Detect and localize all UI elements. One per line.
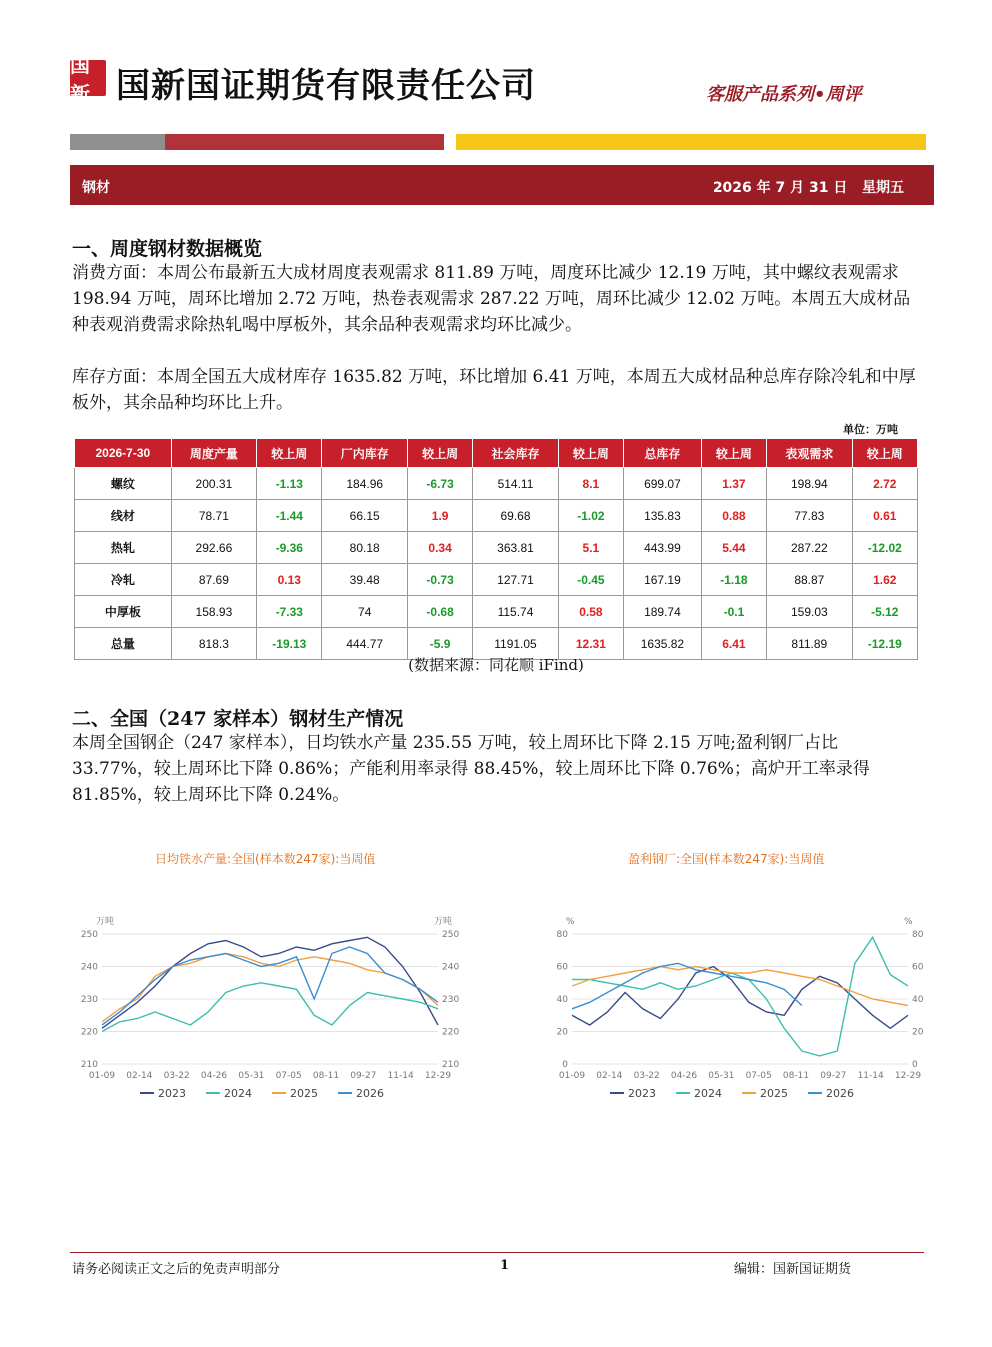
- y-axis-unit-right: %: [904, 917, 913, 927]
- table-cell: 189.74: [624, 596, 702, 628]
- table-cell: 78.71: [171, 500, 256, 532]
- table-cell: 80.18: [322, 532, 407, 564]
- x-tick-label: 09-27: [350, 1071, 377, 1081]
- table-header-cell: 较上周: [257, 439, 322, 468]
- table-cell: -6.73: [407, 468, 472, 500]
- table-row: [75, 532, 918, 564]
- legend-label: 2024: [224, 1087, 252, 1100]
- table-cell: 74: [322, 596, 407, 628]
- table-cell: 127.71: [473, 564, 558, 596]
- steel-weekly-table: [74, 438, 918, 660]
- inventory-paragraph: 库存方面：本周全国五大成材库存 1635.82 万吨，环比增加 6.41 万吨，本周五大成材品种总库存除冷轧和中厚板外，其余品种均环比上升。: [72, 367, 916, 413]
- y-tick-label-right: 210: [442, 1060, 460, 1070]
- table-cell: -1.13: [257, 468, 322, 500]
- table-cell: 6.41: [701, 628, 766, 660]
- table-header-cell: 社会库存: [473, 439, 558, 468]
- row-label: 线材: [75, 500, 172, 532]
- table-cell: 0.13: [257, 564, 322, 596]
- row-label: 冷轧: [75, 564, 172, 596]
- table-cell: -5.9: [407, 628, 472, 660]
- table-cell: -0.45: [558, 564, 623, 596]
- table-row: [75, 564, 918, 596]
- disclaimer-note: 请务必阅读正文之后的免责声明部分: [72, 1262, 281, 1277]
- table-row: [75, 500, 918, 532]
- table-cell: -9.36: [257, 532, 322, 564]
- table-header-cell: 周度产量: [171, 439, 256, 468]
- table-cell: -12.02: [852, 532, 917, 564]
- x-tick-label: 05-31: [708, 1071, 735, 1081]
- table-cell: -1.44: [257, 500, 322, 532]
- table-cell: 39.48: [322, 564, 407, 596]
- x-tick-label: 08-11: [782, 1071, 810, 1081]
- section2-title: 二、全国（247 家样本）钢材生产情况: [72, 708, 404, 730]
- section1-title: 一、周度钢材数据概览: [72, 238, 263, 260]
- table-cell: 0.58: [558, 596, 623, 628]
- y-tick-label: 20: [556, 1027, 568, 1038]
- x-tick-label: 11-14: [387, 1071, 414, 1081]
- row-label: 热轧: [75, 532, 172, 564]
- legend-label: 2023: [628, 1087, 656, 1100]
- table-body: [75, 468, 918, 660]
- table-cell: -0.1: [701, 596, 766, 628]
- table-cell: 88.87: [767, 564, 852, 596]
- table-header-cell: 较上周: [558, 439, 623, 468]
- table-cell: 287.22: [767, 532, 852, 564]
- table-cell: 167.19: [624, 564, 702, 596]
- row-label: 中厚板: [75, 596, 172, 628]
- y-tick-label: 250: [80, 930, 98, 940]
- table-cell: -19.13: [257, 628, 322, 660]
- category-banner: [70, 165, 934, 205]
- table-cell: -5.12: [852, 596, 917, 628]
- table-cell: 514.11: [473, 468, 558, 500]
- production-paragraph: 本周全国钢企（247 家样本），日均铁水产量 235.55 万吨，较上周环比下降 2.15 万吨;盈利钢厂占比 33.77%，较上周环比下降 0.86%；产能利用率录得 88.45%，较上周环比下降 0.76%；高炉开工率录得 81.85%，较上周环比下降 0.24%。: [72, 733, 870, 805]
- x-tick-label: 01-09: [88, 1071, 116, 1081]
- category-label: 钢材: [82, 180, 110, 196]
- y-axis-unit-right: 万吨: [434, 917, 453, 927]
- y-tick-label-right: 40: [912, 995, 924, 1005]
- header-divider-gray: [70, 134, 444, 150]
- y-axis-unit-left: %: [566, 917, 575, 927]
- header-divider-yellow: [456, 134, 926, 150]
- y-tick-label-right: 80: [912, 930, 924, 940]
- data-source: (数据来源：同花顺 iFind): [408, 656, 584, 674]
- company-logo: 国新: [70, 60, 106, 96]
- y-tick-label: 40: [556, 995, 568, 1005]
- table-cell: 8.1: [558, 468, 623, 500]
- profitable-mills-chart: [540, 912, 940, 1107]
- table-cell: 158.93: [171, 596, 256, 628]
- chart1-title: 日均铁水产量:全国(样本数247家):当周值: [155, 852, 376, 866]
- consumption-paragraph: 消费方面：本周公布最新五大成材周度表观需求 811.89 万吨，周度环比减少 12.19 万吨，其中螺纹表观需求 198.94 万吨，周环比增加 2.72 万吨，热卷表观需求 287.22 万吨，周环比减少 12.02 万吨。本周五大成材品种表观消费需求除热轧喝中厚板外，其余品种表观需求均环比减少。: [72, 263, 911, 335]
- table-cell: 77.83: [767, 500, 852, 532]
- y-tick-label-right: 230: [442, 995, 460, 1005]
- date-text: 2026 年 7 月 31 日: [712, 180, 848, 196]
- table-cell: -12.19: [852, 628, 917, 660]
- y-tick-label: 0: [562, 1060, 568, 1070]
- table-cell: 699.07: [624, 468, 702, 500]
- footer-divider: [70, 1252, 924, 1253]
- row-label: 总量: [75, 628, 172, 660]
- series-line-2024: [572, 937, 908, 1056]
- table-cell: -0.73: [407, 564, 472, 596]
- y-tick-label-right: 220: [442, 1027, 460, 1038]
- table-header-row: [75, 439, 918, 468]
- company-name: 国新国证期货有限责任公司: [116, 66, 536, 106]
- table-header-cell: 表观需求: [767, 439, 852, 468]
- editor-note: 编辑：国新国证期货: [734, 1262, 852, 1277]
- unit-label: 单位：万吨: [843, 423, 898, 436]
- x-tick-label: 05-31: [238, 1071, 265, 1081]
- y-tick-label: 240: [80, 962, 98, 973]
- x-tick-label: 07-05: [275, 1071, 302, 1081]
- table-cell: 1.9: [407, 500, 472, 532]
- y-tick-label-right: 240: [442, 962, 460, 973]
- legend-label: 2025: [760, 1087, 788, 1100]
- table-header-cell: 较上周: [407, 439, 472, 468]
- table-cell: 200.31: [171, 468, 256, 500]
- report-date: [713, 177, 904, 197]
- y-tick-label: 60: [556, 962, 568, 973]
- table-cell: 1.62: [852, 564, 917, 596]
- chart2-title: 盈利钢厂:全国(样本数247家):当周值: [628, 852, 825, 866]
- x-tick-label: 08-11: [312, 1071, 340, 1081]
- table-cell: 0.61: [852, 500, 917, 532]
- y-tick-label: 210: [80, 1060, 98, 1070]
- y-tick-label-right: 20: [912, 1027, 924, 1038]
- x-tick-label: 09-27: [820, 1071, 847, 1081]
- series-line-2024: [102, 983, 438, 1032]
- table-header-cell: 总库存: [624, 439, 702, 468]
- legend-label: 2025: [290, 1087, 318, 1100]
- table-cell: -7.33: [257, 596, 322, 628]
- table-header-cell: 厂内库存: [322, 439, 407, 468]
- table-cell: 115.74: [473, 596, 558, 628]
- y-tick-label-right: 0: [912, 1060, 918, 1070]
- table-cell: 443.99: [624, 532, 702, 564]
- y-tick-label: 230: [80, 995, 98, 1005]
- legend-label: 2026: [826, 1087, 854, 1100]
- table-cell: 135.83: [624, 500, 702, 532]
- table-cell: 5.1: [558, 532, 623, 564]
- y-tick-label: 80: [556, 930, 568, 940]
- table-cell: 1635.82: [624, 628, 702, 660]
- y-tick-label-right: 60: [912, 962, 924, 973]
- table-row: [75, 468, 918, 500]
- x-tick-label: 12-29: [894, 1071, 922, 1081]
- x-tick-label: 04-26: [200, 1071, 228, 1081]
- table-cell: 1.37: [701, 468, 766, 500]
- x-tick-label: 07-05: [745, 1071, 772, 1081]
- table-cell: 2.72: [852, 468, 917, 500]
- table-header-cell: 较上周: [701, 439, 766, 468]
- table-cell: -0.68: [407, 596, 472, 628]
- report-series: 客服产品系列•周评: [706, 84, 862, 105]
- x-tick-label: 02-14: [596, 1071, 623, 1081]
- legend-label: 2024: [694, 1087, 722, 1100]
- table-cell: 159.03: [767, 596, 852, 628]
- table-cell: -1.18: [701, 564, 766, 596]
- table-header-cell: 2026-7-30: [75, 439, 172, 468]
- table-cell: 69.68: [473, 500, 558, 532]
- table-header-cell: 较上周: [852, 439, 917, 468]
- table-cell: 0.88: [701, 500, 766, 532]
- table-cell: 292.66: [171, 532, 256, 564]
- table-cell: 444.77: [322, 628, 407, 660]
- page-number: 1: [500, 1258, 510, 1273]
- table-cell: 818.3: [171, 628, 256, 660]
- table-cell: 363.81: [473, 532, 558, 564]
- table-cell: 1191.05: [473, 628, 558, 660]
- table-cell: 66.15: [322, 500, 407, 532]
- table-cell: -1.02: [558, 500, 623, 532]
- row-label: 螺纹: [75, 468, 172, 500]
- table-cell: 12.31: [558, 628, 623, 660]
- legend-label: 2026: [356, 1087, 384, 1100]
- y-tick-label-right: 250: [442, 930, 460, 940]
- y-axis-unit-left: 万吨: [96, 917, 115, 927]
- legend-label: 2023: [158, 1087, 186, 1100]
- table-cell: 87.69: [171, 564, 256, 596]
- x-tick-label: 02-14: [126, 1071, 153, 1081]
- table-cell: 0.34: [407, 532, 472, 564]
- table-cell: 198.94: [767, 468, 852, 500]
- header-divider-accent: [165, 134, 444, 150]
- y-tick-label: 220: [80, 1027, 98, 1038]
- x-tick-label: 11-14: [857, 1071, 884, 1081]
- pig-iron-output-chart: [70, 912, 470, 1107]
- table-cell: 184.96: [322, 468, 407, 500]
- table-cell: 5.44: [701, 532, 766, 564]
- x-tick-label: 12-29: [424, 1071, 452, 1081]
- table-cell: 811.89: [767, 628, 852, 660]
- x-tick-label: 03-22: [163, 1071, 190, 1081]
- x-tick-label: 03-22: [633, 1071, 660, 1081]
- weekday-text: 星期五: [862, 180, 904, 196]
- x-tick-label: 04-26: [670, 1071, 698, 1081]
- x-tick-label: 01-09: [558, 1071, 586, 1081]
- table-row: [75, 596, 918, 628]
